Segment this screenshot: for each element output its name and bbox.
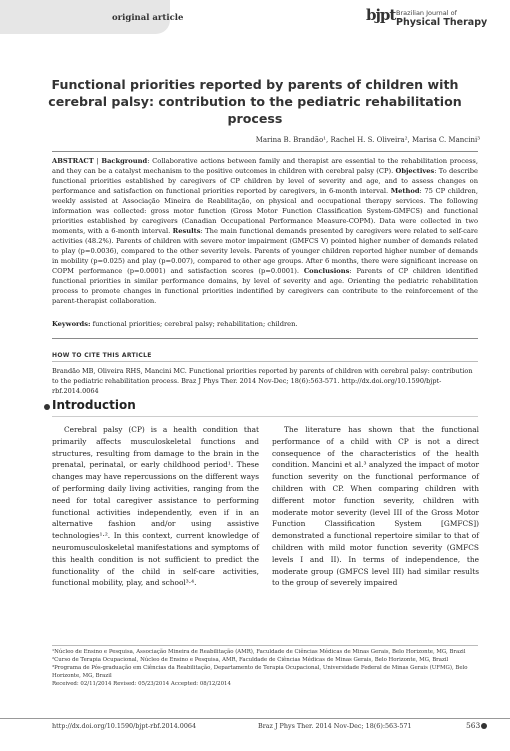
abstract-conclusions: Parents of CP children identified functional priorities in similar performance domains, by level of severity and age. Orienting the pediatric rehabilitation process to promote changes in functional priorities indentified by caregivers can contribute to the reinforcement of the parent-therapist collaboration.: [52, 267, 478, 305]
keywords-text: functional priorities; cerebral palsy; rehabilitation; children.: [92, 320, 298, 328]
intro-paragraph-2: The literature has shown that the functional performance of a child with CP is not a direct consequence of the characteristics of the health condition. Mancini et al.³ analyzed the impact of motor function severity on the functional performance of children with CP. When comparing children with different motor function severity, children with moderate motor severity (level III of the Gross Motor Function Classification System [GMFCS]) demonstrated a functional repertoire similar to that of children with mild motor function severity (GMFCS levels I and II). In terms of independence, the moderate group (GMFCS level III) had similar results to the group of severely impaired: [272, 425, 479, 588]
method-label: Method: [390, 187, 420, 195]
article-title: Functional priorities reported by parents of children with cerebral palsy: contribution to the pediatric rehabilitation process: [48, 77, 462, 126]
logo-line-2: Physical Therapy: [396, 17, 488, 28]
section-bullet: [44, 404, 50, 410]
intro-column-left: [52, 424, 259, 589]
page-number: 563: [466, 721, 481, 730]
abstract-top-rule: [52, 151, 478, 152]
abstract-background: Collaborative actions between family and therapist are essential to the rehabilitation process, and they can be a catalyst mechanism to the positive outcomes in children with cerebral palsy (CP).: [52, 157, 478, 175]
intro-rule: [52, 416, 478, 417]
affiliation-1: ¹Núcleo de Ensino e Pesquisa, Associação Mineira de Reabilitação (AMR), Faculdade de Ciências Médicas de Minas Gerais, Belo Horizonte, MG, Brazil: [52, 649, 466, 655]
keywords: [52, 320, 478, 328]
abstract-method: 75 CP children, weekly assisted at Associação Mineira de Reabilitação, on physical and occupational therapy services. The following information was collected: gross motor function (Gross Motor Function Classification System-GMFCS) and functional priorities established by caregivers (Canadian Occupational Performance Measure-COPM). Data were collected in two moments, with a 6-month interval.: [52, 187, 478, 235]
intro-column-right: [272, 424, 479, 589]
intro-paragraph-1: Cerebral palsy (CP) is a health condition that primarily affects musculoskeletal functions and structures, resulting from damage to the brain in the prenatal, perinatal, or early childhood period¹. These changes may have repercussions on the different ways of performing daily living activities, ranging from the need for total caregiver assistance to performing functional activities independently, even if in an alternative fashion and/or using assistive technologies¹·². In this context, current knowledge of neuromusculoskeletal manifestations and symptoms of this health condition is not sufficient to predict the functionality of the child in self-care activities, functional mobility, play, and school³·⁴.: [52, 425, 259, 588]
cite-rule: [52, 361, 478, 362]
logo-mark: bjpt: [366, 6, 396, 24]
keywords-bottom-rule: [52, 338, 478, 339]
journal-logo: [366, 6, 506, 38]
abstract-objectives: To describe functional priorities established by caregivers of CP children by level of severity and age, and to assess changes on performance and satisfaction on functional priorities reported by caregivers, in 6-month interval.: [52, 167, 478, 195]
how-to-cite-heading: HOW TO CITE THIS ARTICLE: [52, 352, 152, 359]
footer-doi[interactable]: http://dx.doi.org/10.1590/bjpt-rbf.2014.0064: [52, 722, 197, 730]
footer-bullet: [481, 723, 487, 729]
abstract: ABSTRACT | Background: Collaborative actions between family and therapist are essential to the rehabilitation process, and they can be a catalyst mechanism to the positive outcomes in children with cerebral palsy (CP). Objectives: To describe functional priorities established by caregivers of CP children by level of severity and age, and to assess changes on performance and satisfaction on functional priorities reported by caregivers, in 6-month interval. Method: 75 CP children, weekly assisted at Associação Mineira de Reabilitação, on physical and occupational therapy services. The following information was collected: gross motor function (Gross Motor Function Classification System-GMFCS) and functional priorities established by caregivers (Canadian Occupational Performance Measure-COPM). Data were collected in two moments, with a 6-month interval. Results: The main functional demands presented by caregivers were related to self-care activities (48.2%). Parents of children with severe motor impairment (GMFCS V) pointed higher number of demands related to play (p=0.0036), compared to the other severity levels. Parents of younger children reported higher number of demands in mobility (p=0.025) and play (p=0.007), compared to other age groups. After 6 months, there were significant increase on COPM performance (p=0.0001) and satisfaction scores (p=0.0001). Conclusions: Parents of CP children identified functional priorities in similar performance domains, by level of severity and age. Orienting the pediatric rehabilitation process to promote changes in functional priorities indentified by caregivers can contribute to the reinforcement of the parent-therapist collaboration.: [52, 157, 478, 305]
affiliation-2: ²Curso de Terapia Ocupacional, Núcleo de Ensino e Pesquisa, AMR, Faculdade de Ciências Médicas de Minas Gerais, Belo Horizonte, MG, Brazil: [52, 657, 449, 663]
affiliation-3: ³Programa de Pós-graduação em Ciências da Reabilitação, Departamento de Terapia Ocupacional, Universidade Federal de Minas Gerais (UFMG), Belo Horizonte, MG, Brazil: [52, 665, 468, 679]
conclusions-label: Conclusions: [303, 267, 350, 275]
article-type-label: original article: [112, 13, 184, 23]
background-label: Background: [101, 157, 148, 165]
logo-line-1: Brazilian Journal of: [396, 9, 457, 17]
introduction-heading: Introduction: [52, 398, 136, 412]
footnote-rule: [52, 645, 478, 646]
received-dates: Received: 02/11/2014 Revised: 05/23/2014 Accepted: 08/12/2014: [52, 681, 231, 687]
abstract-label: ABSTRACT: [52, 157, 94, 165]
author-list: Marina B. Brandão¹, Rachel H. S. Oliveira², Marisa C. Mancini³: [255, 136, 480, 144]
footer-citation: Braz J Phys Ther. 2014 Nov-Dec; 18(6):563-571: [258, 722, 412, 730]
keywords-label: Keywords:: [52, 320, 91, 328]
affiliation-notes: [52, 648, 478, 688]
abstract-results: The main functional demands presented by caregivers were related to self-care activities (48.2%). Parents of children with severe motor impairment (GMFCS V) pointed higher number of demands related to play (p=0.0036), compared to the other severity levels. Parents of younger children reported higher number of demands in mobility (p=0.025) and play (p=0.007), compared to other age groups. After 6 months, there were significant increase on COPM performance (p=0.0001) and satisfaction scores (p=0.0001).: [52, 227, 478, 275]
objectives-label: Objectives: [395, 167, 435, 175]
results-label: Results: [172, 227, 201, 235]
citation-text[interactable]: Brandão MB, Oliveira RHS, Mancini MC. Functional priorities reported by parents of children with cerebral palsy: contribution to the pediatric rehabilitation process. Braz J Phys Ther. 2014 Nov-Dec; 18(6):563-571. http://dx.doi.org/10.1590/bjpt-rbf.2014.0064: [52, 367, 473, 395]
footer-rule: [0, 718, 510, 719]
